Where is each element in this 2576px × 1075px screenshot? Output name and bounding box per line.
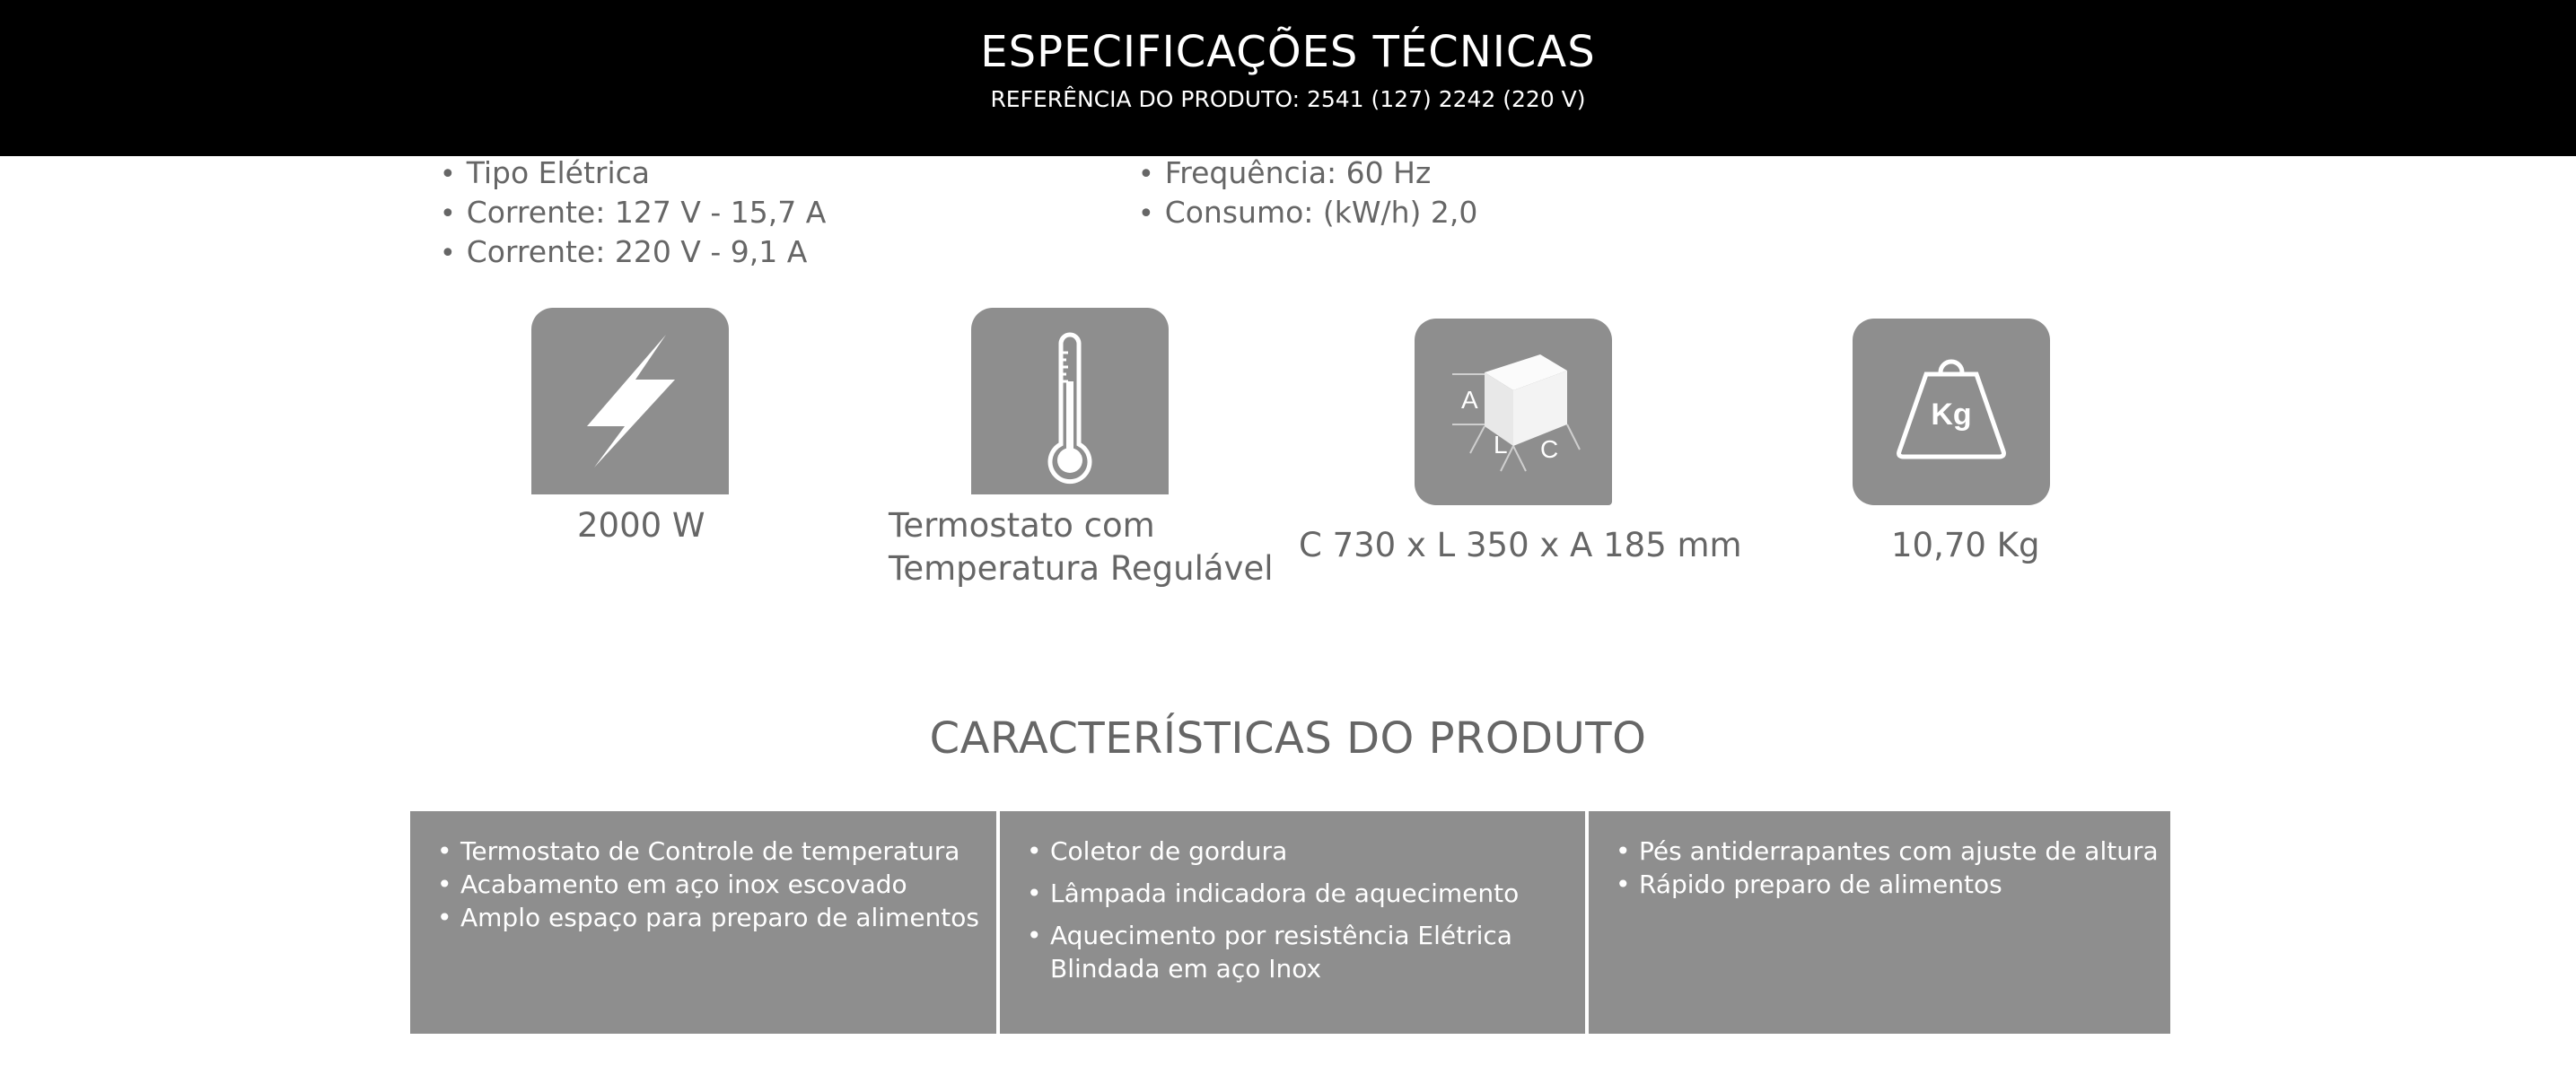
feature-item: • Termostato de Controle de temperatura xyxy=(437,835,979,868)
features-column-3 xyxy=(1589,811,2170,1034)
spec-item: • Corrente: 220 V - 9,1 A xyxy=(440,232,826,272)
weight-tile xyxy=(1853,319,2050,505)
weight-unit: Kg xyxy=(1931,398,1972,432)
thermostat-label-line1: Termostato com xyxy=(889,506,1155,545)
electrical-specs-right xyxy=(1138,153,1477,232)
spec-item: • Frequência: 60 Hz xyxy=(1138,153,1477,193)
spec-item: • Tipo Elétrica xyxy=(440,153,826,193)
features-column-2 xyxy=(1000,811,1585,1034)
lightning-icon xyxy=(531,308,729,494)
header-banner xyxy=(0,0,2576,156)
length-letter: C xyxy=(1540,435,1559,463)
weight-icon xyxy=(1853,319,2050,505)
feature-item: • Pés antiderrapantes com ajuste de altura xyxy=(1616,835,2159,868)
power-tile xyxy=(531,308,729,494)
feature-item: • Amplo espaço para preparo de alimentos xyxy=(437,901,979,934)
dimensions-tile xyxy=(1415,319,1612,505)
feature-item: • Lâmpada indicadora de aquecimento xyxy=(1027,877,1519,910)
thermometer-icon xyxy=(971,308,1169,494)
page-title: ESPECIFICAÇÕES TÉCNICAS xyxy=(980,27,1596,77)
power-label: 2000 W xyxy=(577,506,705,545)
feature-item: • Coletor de gordura xyxy=(1027,835,1519,868)
thermostat-tile xyxy=(971,308,1169,494)
thermostat-label-line2: Temperatura Regulável xyxy=(889,549,1274,588)
feature-item: • Acabamento em aço inox escovado xyxy=(437,868,979,901)
feature-item-line1: Aquecimento por resistência Elétrica xyxy=(1050,921,1512,950)
box-dimensions-icon xyxy=(1415,319,1612,505)
weight-label: 10,70 Kg xyxy=(1891,526,2040,564)
features-column-1 xyxy=(410,811,996,1034)
height-letter: A xyxy=(1461,386,1478,414)
spec-item: • Corrente: 127 V - 15,7 A xyxy=(440,193,826,232)
thermostat-label xyxy=(889,504,1274,590)
feature-item xyxy=(1027,919,1519,985)
product-reference: REFERÊNCIA DO PRODUTO: 2541 (127) 2242 (220 V) xyxy=(990,86,1586,112)
section-title: CARACTERÍSTICAS DO PRODUTO xyxy=(929,713,1647,764)
width-letter: L xyxy=(1494,431,1508,459)
electrical-specs-left xyxy=(440,153,826,272)
spec-item: • Consumo: (kW/h) 2,0 xyxy=(1138,193,1477,232)
dimensions-label: C 730 x L 350 x A 185 mm xyxy=(1299,526,1742,564)
feature-item: • Rápido preparo de alimentos xyxy=(1616,868,2159,901)
feature-item-line2: Blindada em aço Inox xyxy=(1050,954,1322,983)
